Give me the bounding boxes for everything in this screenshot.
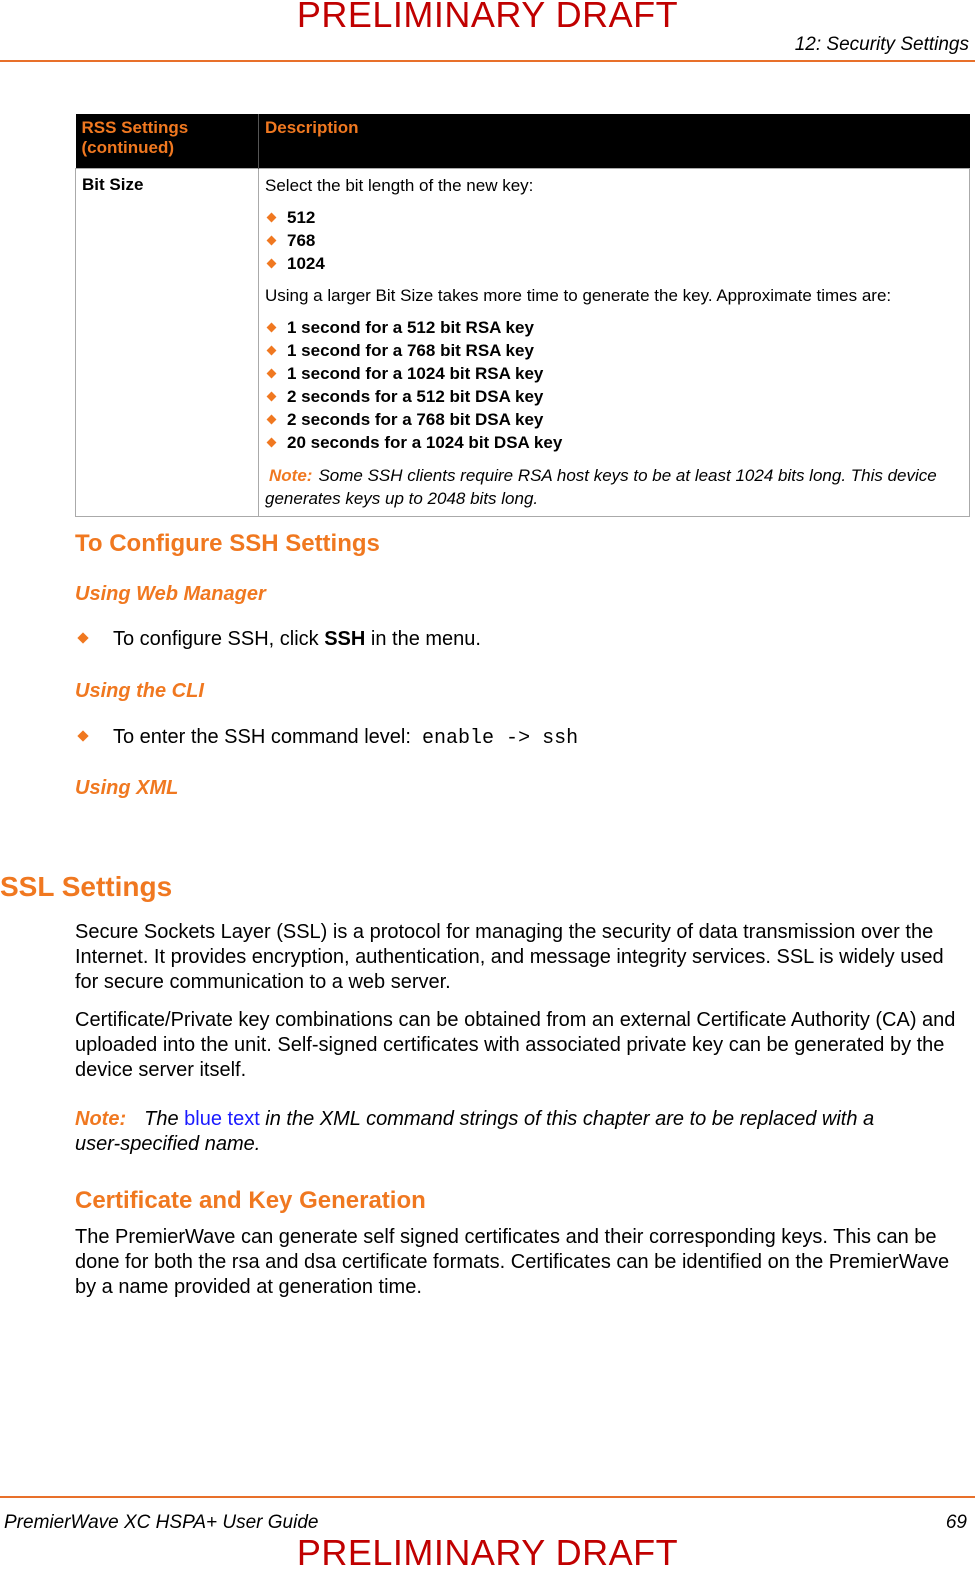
times-intro: Using a larger Bit Size takes more time to generate the key. Approximate times are: — [265, 286, 892, 305]
setting-description — [259, 169, 970, 517]
note-label: Note: — [269, 466, 313, 485]
list-item: 768 — [265, 229, 963, 252]
cli-bullet — [75, 726, 578, 750]
list-item: 1 second for a 512 bit RSA key — [265, 316, 963, 339]
list-item: 1024 — [265, 252, 963, 275]
footer-title: PremierWave XC HSPA+ User Guide — [4, 1512, 319, 1533]
note-pre: The — [144, 1108, 185, 1130]
note-label: Note: — [75, 1108, 127, 1130]
web-manager-heading: Using Web Manager — [75, 583, 266, 605]
times-list — [265, 316, 963, 454]
bullet-diamond-icon — [77, 731, 88, 742]
table-header-row — [76, 114, 970, 169]
table-row — [76, 169, 970, 517]
setting-name: Bit Size — [76, 169, 259, 517]
list-item: 2 seconds for a 768 bit DSA key — [265, 408, 963, 431]
column-header-settings: RSS Settings (continued) — [76, 114, 259, 169]
ssh-menu-reference: SSH — [324, 628, 366, 650]
cli-command: enable -> ssh — [422, 727, 579, 750]
cert-key-heading: Certificate and Key Generation — [75, 1187, 426, 1214]
watermark-top: PRELIMINARY DRAFT — [296, 0, 679, 35]
xml-heading: Using XML — [75, 777, 179, 799]
bit-size-intro: Select the bit length of the new key: — [265, 176, 534, 195]
list-item: 1 second for a 1024 bit RSA key — [265, 362, 963, 385]
list-item: 512 — [265, 206, 963, 229]
rss-settings-table — [75, 114, 970, 517]
ssl-settings-heading: SSL Settings — [0, 871, 173, 902]
list-item: 20 seconds for a 1024 bit DSA key — [265, 431, 963, 454]
note-post: in the XML command strings of this chapter are to be replaced with a user-specified name. — [75, 1108, 875, 1155]
bullet-diamond-icon — [77, 633, 88, 644]
ssl-paragraph-2: Certificate/Private key combinations can be obtained from an external Certificate Authority (CA) and uploaded into the unit. Self-signed certificates with associated private key can be generated by the device server itself. — [75, 1009, 956, 1081]
web-manager-bullet — [75, 628, 481, 651]
note-text: Some SSH clients require RSA host keys to be at least 1024 bits long. This device generates keys up to 2048 bits long. — [265, 466, 937, 508]
ssl-paragraph-1: Secure Sockets Layer (SSL) is a protocol for managing the security of data transmission over the Internet. It provides encryption, authentication, and message integrity services. SSL is widely used for secure communication to a web server. — [75, 921, 944, 993]
web-bullet-prefix: To configure SSH, click — [113, 628, 325, 650]
footer-rule — [0, 1496, 975, 1498]
bit-size-list — [265, 206, 963, 275]
header-rule — [0, 60, 975, 62]
running-head: 12: Security Settings — [794, 34, 969, 55]
cli-bullet-text: To enter the SSH command level: — [113, 726, 411, 748]
ssl-note — [75, 1107, 915, 1157]
page-number: 69 — [945, 1512, 967, 1533]
ssh-config-heading: To Configure SSH Settings — [75, 530, 380, 557]
cli-heading: Using the CLI — [75, 680, 204, 702]
table-note — [265, 464, 963, 510]
web-bullet-suffix: in the menu. — [365, 628, 481, 650]
list-item: 1 second for a 768 bit RSA key — [265, 339, 963, 362]
note-blue-text: blue text — [184, 1108, 260, 1130]
column-header-description: Description — [259, 114, 970, 169]
cert-key-paragraph: The PremierWave can generate self signed certificates and their corresponding keys. This can be done for both the rsa and dsa certificate formats. Certificates can be identified on the PremierWave by a name provided at generation time. — [75, 1226, 950, 1298]
list-item: 2 seconds for a 512 bit DSA key — [265, 385, 963, 408]
watermark-bottom: PRELIMINARY DRAFT — [296, 1532, 679, 1573]
